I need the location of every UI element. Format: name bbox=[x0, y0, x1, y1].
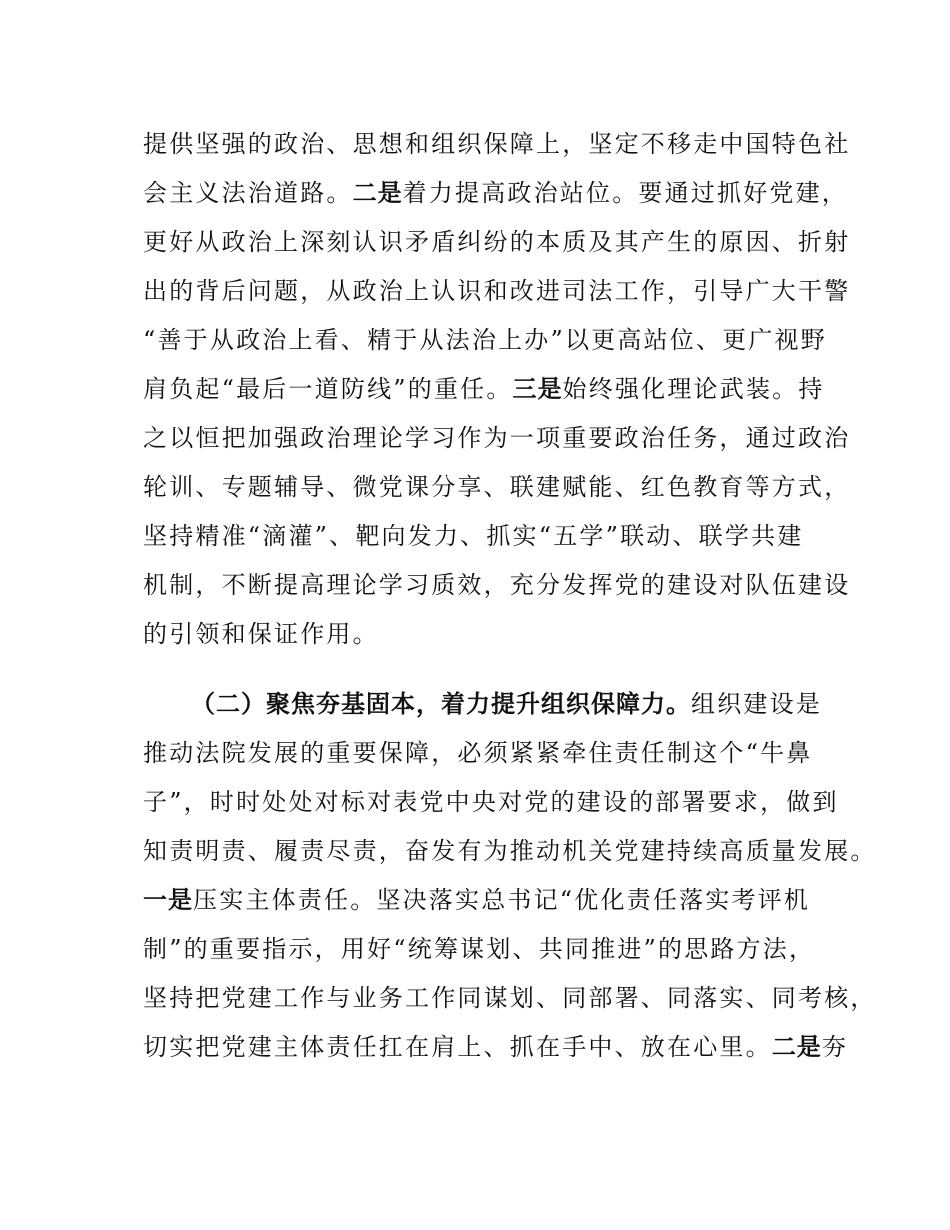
text-run: 之以恒把加强政治理论学习作为一项重要政治任务，通过政治 bbox=[143, 424, 851, 452]
text-line bbox=[143, 729, 833, 778]
paragraph-2 bbox=[143, 680, 877, 1072]
text-run: 制”的重要指示，用好“统筹谋划、共同推进”的思路方法， bbox=[143, 935, 816, 963]
text-run: 肩负起“最后一道防线”的重任。 bbox=[143, 375, 513, 403]
bold-run: 二是 bbox=[352, 179, 403, 207]
text-run: 始终强化理论武装。持 bbox=[562, 375, 825, 403]
text-run: 出的背后问题，从政治上认识和改进司法工作，引导广大干警 bbox=[143, 277, 851, 305]
text-line bbox=[143, 120, 851, 169]
text-line bbox=[143, 414, 851, 463]
text-run: 子”，时时处处对标对表党中央对党的建设的部署要求，做到 bbox=[143, 788, 839, 816]
bold-run: 三是 bbox=[512, 375, 563, 403]
text-line bbox=[143, 561, 851, 610]
text-line bbox=[143, 267, 851, 316]
text-line bbox=[143, 169, 849, 218]
text-run: 轮训、专题辅导、微党课分享、联建赋能、红色教育等方式， bbox=[143, 473, 851, 501]
bold-run: 一是 bbox=[143, 886, 193, 914]
text-line bbox=[143, 974, 877, 1023]
text-run: 推动法院发展的重要保障，必须紧紧牵住责任制这个“牛鼻 bbox=[143, 739, 813, 767]
text-line bbox=[143, 778, 839, 827]
text-run: 的引领和保证作用。 bbox=[143, 620, 379, 648]
text-run: 知责明责、履责尽责，奋发有为推动机关党建持续高质量发展。 bbox=[143, 837, 877, 865]
text-line bbox=[143, 876, 833, 925]
text-line bbox=[143, 512, 833, 561]
text-run: 坚持精准“滴灌”、靶向发力、抓实“五学”联动、联学共建 bbox=[143, 522, 804, 550]
text-run: 着力提高政治站位。要通过抓好党建， bbox=[402, 179, 849, 207]
bold-run: 二是 bbox=[771, 1033, 822, 1061]
text-run: 更好从政治上深刻认识矛盾纠纷的本质及其产生的原因、折射 bbox=[143, 228, 851, 256]
text-line bbox=[143, 925, 833, 974]
text-run: 会主义法治道路。 bbox=[143, 179, 353, 207]
text-run: 提供坚强的政治、思想和组织保障上，坚定不移走中国特色社 bbox=[143, 130, 851, 158]
text-line bbox=[143, 680, 833, 729]
text-run: 压实主体责任。坚决落实总书记“优化责任落实考评机 bbox=[193, 886, 811, 914]
text-run: 坚持把党建工作与业务工作同谋划、同部署、同落实、同考核， bbox=[143, 984, 877, 1012]
bold-run: （二）聚焦夯基固本，着力提升组织保障力。 bbox=[191, 690, 691, 718]
text-line bbox=[143, 1023, 849, 1072]
text-run: 组织建设是 bbox=[691, 690, 822, 718]
text-run: 机制，不断提高理论学习质效，充分发挥党的建设对队伍建设 bbox=[143, 571, 851, 599]
text-line bbox=[143, 316, 833, 365]
text-run: 切实把党建主体责任扛在肩上、抓在手中、放在心里。 bbox=[143, 1033, 772, 1061]
text-line bbox=[143, 218, 851, 267]
text-line bbox=[143, 610, 833, 659]
paragraph-1 bbox=[143, 120, 851, 659]
text-run: “善于从政治上看、精于从法治上办”以更高站位、更广视野 bbox=[143, 326, 827, 354]
text-run: 夯 bbox=[821, 1033, 849, 1061]
text-line bbox=[143, 463, 851, 512]
text-line bbox=[143, 827, 877, 876]
text-line bbox=[143, 365, 833, 414]
